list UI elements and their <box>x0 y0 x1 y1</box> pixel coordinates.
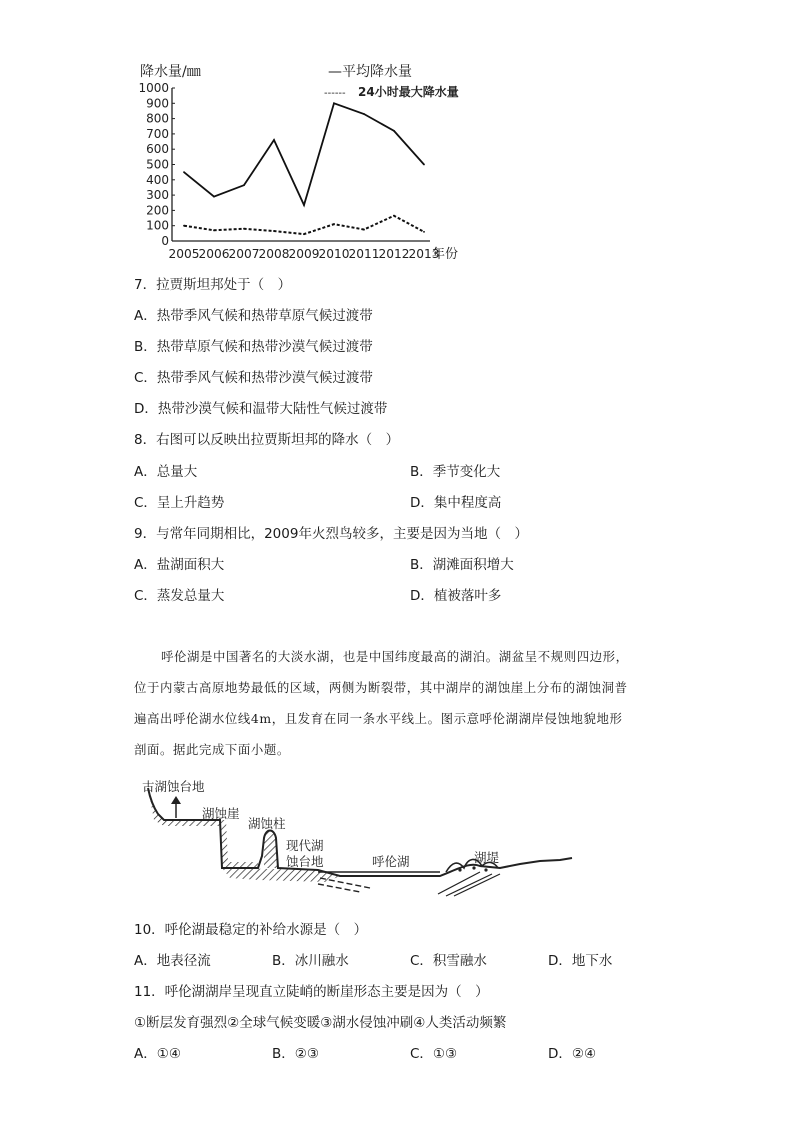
q8-option-c[interactable]: C．呈上升趋势 <box>134 495 225 511</box>
x-tick-label: 2006 <box>198 246 230 261</box>
question-9-stem: 9．与常年同期相比，2009年火烈鸟较多，主要是因为当地（ ） <box>134 526 528 542</box>
q11-option-b[interactable]: B．②③ <box>272 1046 319 1062</box>
data-point <box>213 196 215 198</box>
x-tick-label: 2010 <box>318 246 350 261</box>
legend-dashed-label: 24小时最大降水量 <box>358 85 459 99</box>
data-point <box>423 164 425 166</box>
chart-ylabel: 降水量/㎜ <box>140 64 201 80</box>
q8-option-b[interactable]: B．季节变化大 <box>410 464 501 480</box>
data-point <box>363 113 365 115</box>
chart-xlabel: 年份 <box>432 247 459 262</box>
x-tick-label: 2005 <box>168 246 200 261</box>
label-lake: 呼伦湖 <box>372 854 410 869</box>
y-tick-label: 500 <box>146 157 169 172</box>
y-tick-label: 200 <box>146 203 169 218</box>
x-tick-label: 2009 <box>288 246 320 261</box>
ground-profile-line <box>148 788 572 876</box>
data-point <box>183 225 185 227</box>
q8-option-a[interactable]: A．总量大 <box>134 464 198 480</box>
data-point <box>183 171 185 173</box>
q9-option-d[interactable]: D．植被落叶多 <box>410 588 502 604</box>
y-tick-label: 300 <box>146 188 169 203</box>
x-tick-label: 2013 <box>408 246 440 261</box>
question-11-statements: ①断层发育强烈②全球气候变暖③湖水侵蚀冲刷④人类活动频繁 <box>134 1015 507 1031</box>
y-tick-label: 0 <box>161 234 169 248</box>
q11-option-a[interactable]: A．①④ <box>134 1046 181 1062</box>
y-tick-label: 600 <box>146 142 169 157</box>
x-tick-label: 2012 <box>378 246 410 261</box>
legend-solid-mark: — <box>328 64 342 80</box>
x-tick-label: 2007 <box>228 246 260 261</box>
q11-option-d[interactable]: D．②④ <box>548 1046 597 1062</box>
question-7-stem: 7．拉贾斯坦邦处于（ ） <box>134 277 292 293</box>
passage-line-2: 位于内蒙古高原地势最低的区域，两侧为断裂带，其中湖岸的湖蚀崖上分布的湖蚀洞普 <box>134 680 628 695</box>
passage-line-1: 呼伦湖是中国著名的大淡水湖，也是中国纬度最高的湖泊。湖盆呈不规则四边形， <box>161 649 629 664</box>
q7-option-b[interactable]: B．热带草原气候和热带沙漠气候过渡带 <box>134 339 373 355</box>
y-tick-label: 700 <box>146 126 169 141</box>
legend-dashed-mark: ------ <box>324 88 346 99</box>
embankment-strata <box>438 872 500 896</box>
label-embankment: 湖堤 <box>474 850 500 865</box>
data-point <box>333 223 335 225</box>
q11-option-c[interactable]: C．①③ <box>410 1046 458 1062</box>
data-point <box>303 204 305 206</box>
q9-option-a[interactable]: A．盐湖面积大 <box>134 557 225 573</box>
data-point <box>393 215 395 217</box>
question-8-stem: 8．右图可以反映出拉贾斯坦邦的降水（ ） <box>134 432 400 448</box>
data-point <box>243 184 245 186</box>
embankment-pebble <box>472 866 475 869</box>
series-line-max-24h <box>184 216 424 234</box>
q7-option-c[interactable]: C．热带季风气候和热带沙漠气候过渡带 <box>134 370 373 386</box>
data-point <box>273 230 275 232</box>
data-point <box>363 229 365 231</box>
label-modern-platform-2: 蚀台地 <box>286 854 324 869</box>
y-tick-label: 900 <box>146 96 169 111</box>
question-10-stem: 10．呼伦湖最稳定的补给水源是（ ） <box>134 922 368 938</box>
embankment-pebble <box>484 868 487 871</box>
base-hatch <box>222 868 340 882</box>
q10-option-a[interactable]: A．地表径流 <box>134 953 211 969</box>
data-point <box>393 130 395 132</box>
data-point <box>303 233 305 235</box>
label-modern-platform-1: 现代湖 <box>286 838 324 853</box>
data-point <box>243 228 245 230</box>
y-tick-label: 800 <box>146 111 169 126</box>
data-point <box>213 229 215 231</box>
q10-option-c[interactable]: C．积雪融水 <box>410 953 487 969</box>
erosion-profile-diagram <box>140 776 580 906</box>
data-point <box>333 102 335 104</box>
q9-option-b[interactable]: B．湖滩面积增大 <box>410 557 514 573</box>
q10-option-b[interactable]: B．冰川融水 <box>272 953 349 969</box>
precipitation-chart <box>134 58 474 268</box>
y-tick-label: 1000 <box>138 81 169 95</box>
q7-option-a[interactable]: A．热带季风气候和热带草原气候过渡带 <box>134 308 373 324</box>
q10-option-d[interactable]: D．地下水 <box>548 953 613 969</box>
question-11-stem: 11．呼伦湖湖岸呈现直立陡峭的断崖形态主要是因为（ ） <box>134 984 489 1000</box>
reading-passage <box>134 641 666 765</box>
data-point <box>423 231 425 233</box>
q7-option-d[interactable]: D．热带沙漠气候和温带大陆性气候过渡带 <box>134 401 388 417</box>
series-line-average <box>184 103 424 205</box>
x-tick-label: 2008 <box>258 246 290 261</box>
x-tick-label: 2011 <box>348 246 380 261</box>
y-tick-label: 400 <box>146 172 169 187</box>
q9-option-c[interactable]: C．蒸发总量大 <box>134 588 225 604</box>
q8-option-d[interactable]: D．集中程度高 <box>410 495 502 511</box>
passage-line-3: 遍高出呼伦湖水位线4m，且发育在同一条水平线上。图示意呼伦湖湖岸侵蚀地貌地形 <box>134 711 623 726</box>
label-pillar: 湖蚀柱 <box>248 816 286 831</box>
data-point <box>273 139 275 141</box>
legend-solid-label: 平均降水量 <box>342 64 412 80</box>
y-tick-label: 100 <box>146 218 169 233</box>
passage-line-4: 剖面。据此完成下面小题。 <box>134 742 290 757</box>
arrow-head-icon <box>171 796 181 804</box>
label-cliff: 湖蚀崖 <box>202 806 240 821</box>
embankment-pebble <box>458 868 461 871</box>
label-ancient-platform: 古湖蚀台地 <box>142 779 205 794</box>
